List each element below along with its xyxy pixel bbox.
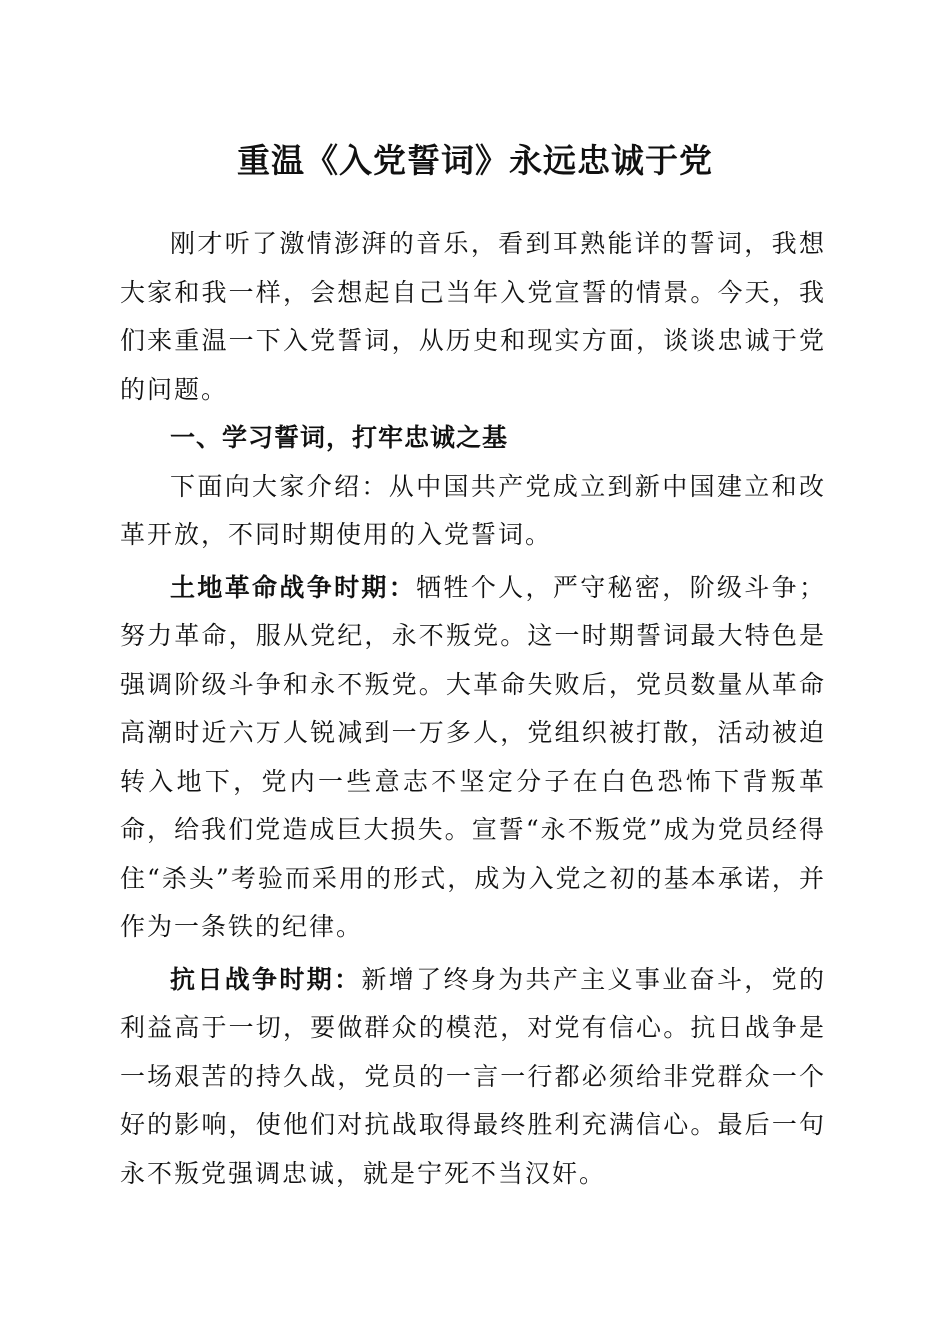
section-intro-paragraph: 下面向大家介绍：从中国共产党成立到新中国建立和改革开放，不同时期使用的入党誓词。 (120, 471, 826, 549)
period-body-text: 新增了终身为共产主义事业奋斗，党的利益高于一切，要做群众的模范，对党有信心。抗日战争是一场艰苦的持久战，党员的一言一行都必须给非党群众一个好的影响，使他们对抗战取得最终胜利充满信心。最后一句永不叛党强调忠诚，就是宁死不当汉奸。 (120, 964, 826, 1188)
period-lead-label: 土地革命战争时期： (170, 572, 417, 602)
intro-paragraph: 刚才听了激情澎湃的音乐，看到耳熟能详的誓词，我想大家和我一样，会想起自己当年入党宣誓的情景。今天，我们来重温一下入党誓词，从历史和现实方面，谈谈忠诚于党的问题。 (120, 229, 826, 404)
period-lead-label: 抗日战争时期： (170, 964, 362, 994)
document-body (120, 220, 826, 1198)
period-body-text: 牺牲个人，严守秘密，阶级斗争；努力革命，服从党纪，永不叛党。这一时期誓词最大特色是强调阶级斗争和永不叛党。大革命失败后，党员数量从革命高潮时近六万人锐减到一万多人，党组织被打散，活动被迫转入地下，党内一些意志不坚定分子在白色恐怖下背叛革命，给我们党造成巨大损失。宣誓“永不叛党”成为党员经得住“杀头”考验而采用的形式，成为入党之初的基本承诺，并作为一条铁的纪律。 (120, 572, 826, 941)
period-paragraph-anti-japanese-war (120, 956, 826, 1199)
document-title: 重温《入党誓词》永远忠诚于党 (237, 141, 713, 180)
section-heading: 一、学习誓词，打牢忠诚之基 (170, 423, 509, 452)
period-paragraph-land-revolution (120, 564, 826, 952)
